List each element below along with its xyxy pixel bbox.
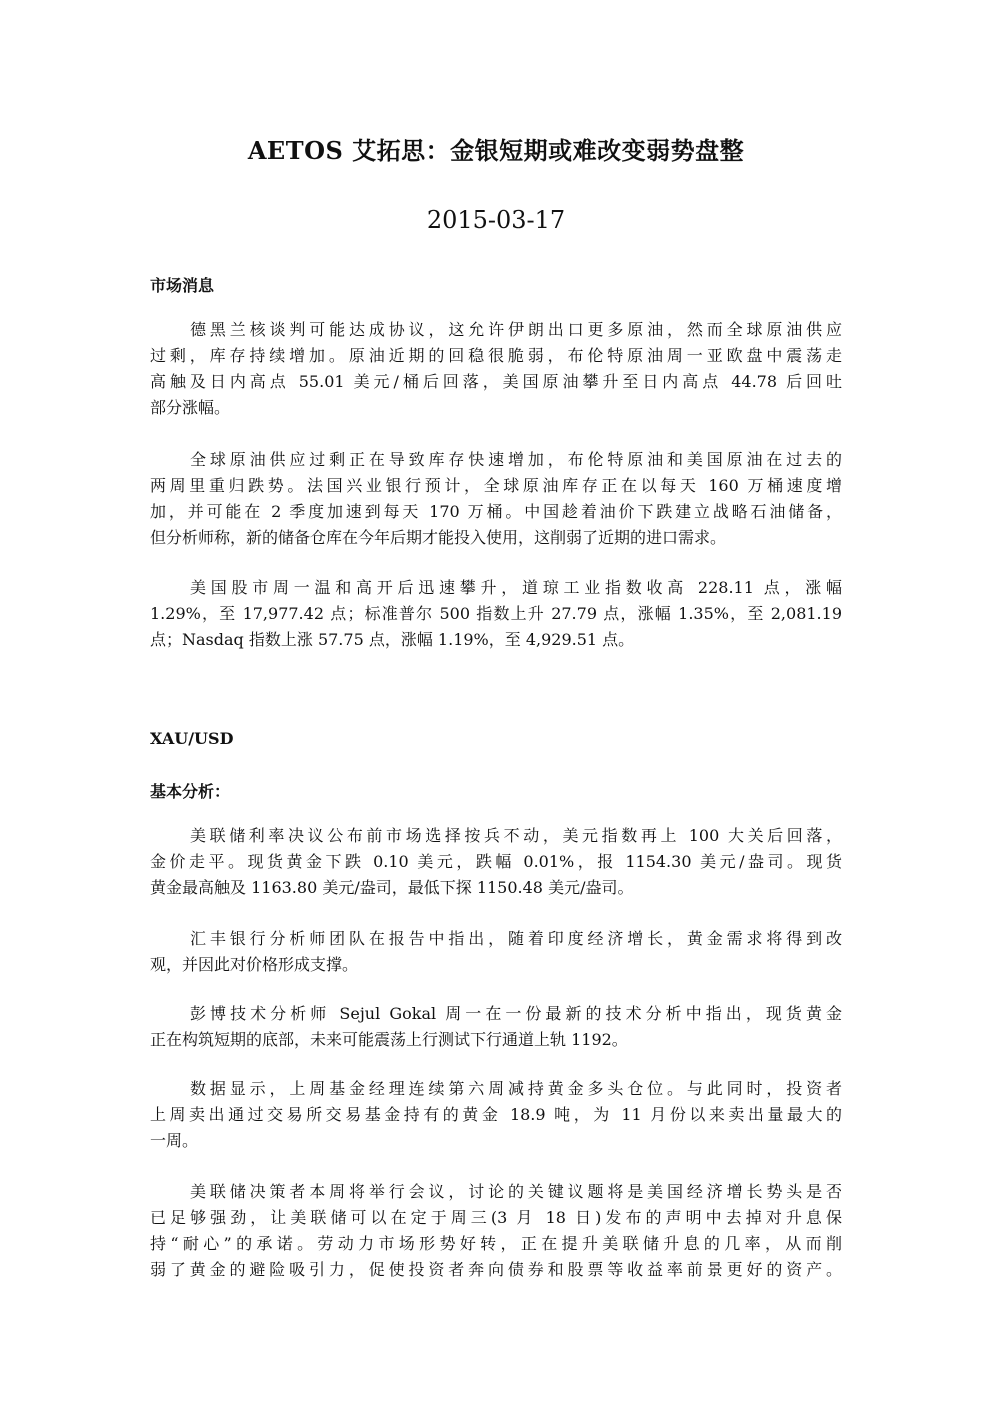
text-line: 弱了黄金的避险吸引力，促使投资者奔向债券和股票等收益率前景更好的资产。 (150, 1260, 842, 1279)
text-line: 过剩，库存持续增加。原油近期的回稳很脆弱，布伦特原油周一亚欧盘中震荡走 (150, 346, 842, 365)
paragraph (150, 1179, 842, 1283)
paragraph (150, 1076, 842, 1154)
text-line: 美联储决策者本周将举行会议，讨论的关键议题将是美国经济增长势头是否 (190, 1182, 842, 1201)
text-line: 两周里重归跌势。法国兴业银行预计，全球原油库存正在以每天 160 万桶速度增 (150, 476, 842, 495)
text-line: 但分析师称，新的储备仓库在今年后期才能投入使用，这削弱了近期的进口需求。 (150, 528, 727, 547)
text-line: 1.29%，至 17,977.42 点；标准普尔 500 指数上升 27.79 点，涨幅 1.35%，至 2,081.19 (150, 604, 842, 623)
text-line: 美联储利率决议公布前市场选择按兵不动，美元指数再上 100 大关后回落， (190, 826, 842, 845)
paragraph (150, 1001, 842, 1053)
document-title: AETOS 艾拓思：金银短期或难改变弱势盘整 (247, 136, 745, 165)
section-heading-fundamental-analysis: 基本分析： (150, 782, 231, 801)
text-line: 彭博技术分析师 Sejul Gokal 周一在一份最新的技术分析中指出，现货黄金 (190, 1004, 842, 1023)
text-line: 高触及日内高点 55.01 美元/桶后回落，美国原油攀升至日内高点 44.78 后回吐 (150, 372, 842, 391)
text-line: 已足够强劲，让美联储可以在定于周三(3 月 18 日)发布的声明中去掉对升息保 (150, 1208, 842, 1227)
text-line: 点；Nasdaq 指数上涨 57.75 点，涨幅 1.19%，至 4,929.51 点。 (150, 630, 635, 649)
text-line: 观，并因此对价格形成支撑。 (150, 955, 359, 974)
text-line: 汇丰银行分析师团队在报告中指出，随着印度经济增长，黄金需求将得到改 (190, 929, 842, 948)
paragraph (150, 317, 842, 421)
text-line: 上周卖出通过交易所交易基金持有的黄金 18.9 吨，为 11 月份以来卖出量最大的 (150, 1105, 842, 1124)
text-line: 美国股市周一温和高开后迅速攀升，道琼工业指数收高 228.11 点，涨幅 (190, 578, 842, 597)
text-line: 加，并可能在 2 季度加速到每天 170 万桶。中国趁着油价下跌建立战略石油储备， (150, 502, 842, 521)
text-line: 金价走平。现货黄金下跌 0.10 美元，跌幅 0.01%，报 1154.30 美元/盎司。现货 (150, 852, 842, 871)
paragraph (150, 823, 842, 901)
text-line: 数据显示，上周基金经理连续第六周减持黄金多头仓位。与此同时，投资者 (190, 1079, 842, 1098)
paragraph (150, 575, 842, 653)
text-line: 德黑兰核谈判可能达成协议，这允许伊朗出口更多原油，然而全球原油供应 (190, 320, 842, 339)
instrument-label: XAU/USD (150, 729, 234, 748)
text-line: 部分涨幅。 (150, 398, 231, 417)
paragraph (150, 447, 842, 551)
text-line: 持“耐心”的承诺。劳动力市场形势好转，正在提升美联储升息的几率，从而削 (150, 1234, 842, 1253)
text-line: 一周。 (150, 1131, 199, 1150)
section-heading-market-news: 市场消息 (150, 276, 215, 295)
text-line: 正在构筑短期的底部，未来可能震荡上行测试下行通道上轨 1192。 (150, 1030, 628, 1049)
text-line: 黄金最高触及 1163.80 美元/盎司，最低下探 1150.48 美元/盎司。 (150, 878, 634, 897)
paragraph (150, 926, 842, 978)
document-date: 2015-03-17 (426, 206, 566, 234)
text-line: 全球原油供应过剩正在导致库存快速增加，布伦特原油和美国原油在过去的 (190, 450, 842, 469)
